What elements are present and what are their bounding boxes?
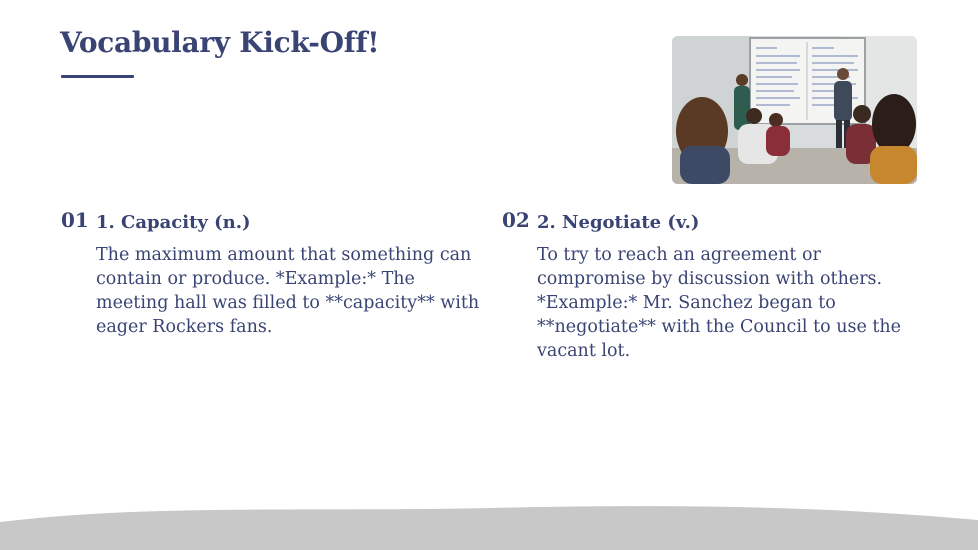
bottom-wave-decoration (0, 504, 978, 550)
classroom-photo (672, 36, 917, 184)
classroom-photo-icon (672, 36, 917, 184)
term-definition: To try to reach an agreement or compromise by discussion with others. *Example:* Mr. Sanchez began to **negotiate** with the Council to use the vacant lot. (537, 245, 902, 361)
term-title: 2. Negotiate (v.) (537, 212, 700, 233)
slide-title: Vocabulary Kick-Off! (60, 26, 380, 59)
term-number: 01 (61, 208, 89, 232)
title-underline (61, 75, 134, 78)
term-number: 02 (502, 208, 530, 232)
term-title: 1. Capacity (n.) (96, 212, 251, 233)
term-definition: The maximum amount that something can contain or produce. *Example:* The meeting hall was filled to **capacity** with eager Rockers fans. (96, 245, 480, 337)
